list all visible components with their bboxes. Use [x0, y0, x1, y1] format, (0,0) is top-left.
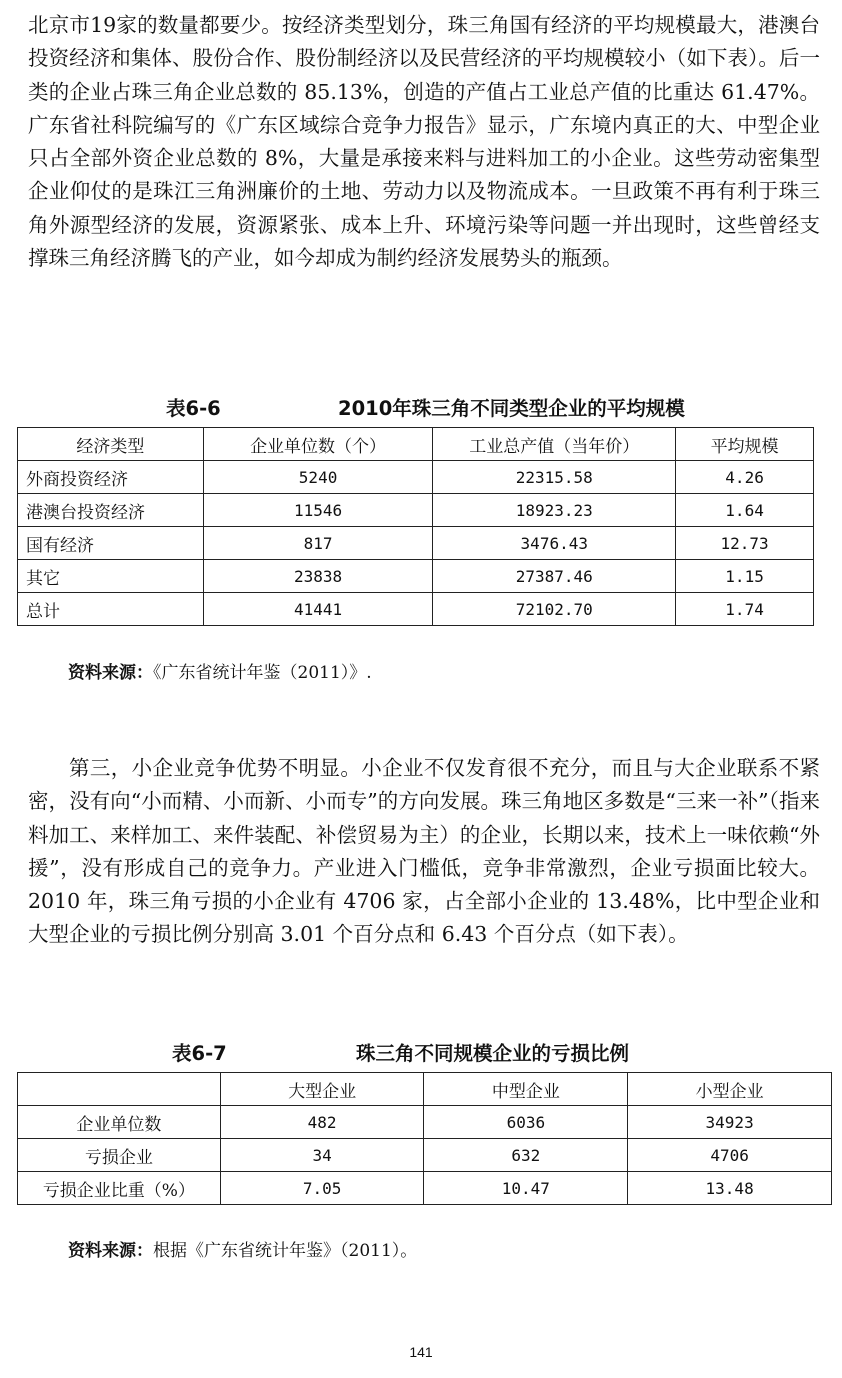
table-cell: 7.05	[220, 1172, 424, 1205]
table-row	[18, 494, 814, 527]
body-paragraph-2: 第三，小企业竞争优势不明显。小企业不仅发育很不充分，而且与大企业联系不紧密，没有向“小而精、小而新、小而专”的方向发展。珠三角地区多数是“三来一补”（指来料加工、来样加工、来件装配、补偿贸易为主）的企业，长期以来，技术上一味依赖“外援”，没有形成自己的竞争力。产业进入门槛低，竞争非常激烈，企业亏损面比较大。2010 年，珠三角亏损的小企业有 4706 家，占全部小企业的 13.48%，比中型企业和大型企业的亏损比例分别高 3.01 个百分点和 6.43 个百分点（如下表）。	[28, 756, 820, 947]
table-cell: 5240	[203, 461, 433, 494]
table-cell: 23838	[203, 560, 433, 593]
table-cell: 817	[203, 527, 433, 560]
row-label: 外商投资经济	[18, 461, 204, 494]
column-header: 经济类型	[18, 428, 204, 461]
table-row	[18, 560, 814, 593]
column-header: 企业单位数（个）	[203, 428, 433, 461]
table-cell: 6036	[424, 1106, 628, 1139]
table-cell: 4706	[628, 1139, 832, 1172]
table-cell: 1.74	[676, 593, 814, 626]
table-row	[18, 1139, 832, 1172]
table-row	[18, 527, 814, 560]
table-cell: 3476.43	[433, 527, 676, 560]
body-paragraph-1: 北京市19家的数量都要少。按经济类型划分，珠三角国有经济的平均规模最大，港澳台投资经济和集体、股份合作、股份制经济以及民营经济的平均规模较小（如下表）。后一类的企业占珠三角企业总数的 85.13%，创造的产值占工业总产值的比重达 61.47%。广东省社科院编写的《广东区域综合竞争力报告》显示，广东境内真正的大、中型企业只占全部外资企业总数的 8%，大量是承接来料与进料加工的小企业。这些劳动密集型企业仰仗的是珠江三角洲廉价的土地、劳动力以及物流成本。一旦政策不再有利于珠三角外源型经济的发展，资源紧张、成本上升、环境污染等问题一并出现时，这些曾经支撑珠三角经济腾飞的产业，如今却成为制约经济发展势头的瓶颈。	[28, 13, 820, 271]
table-cell: 1.15	[676, 560, 814, 593]
table-cell: 10.47	[424, 1172, 628, 1205]
table-cell: 72102.70	[433, 593, 676, 626]
row-label: 国有经济	[18, 527, 204, 560]
table-1-source	[68, 658, 372, 683]
table-cell: 13.48	[628, 1172, 832, 1205]
table-row	[18, 1106, 832, 1139]
table-cell: 482	[220, 1106, 424, 1139]
row-label: 企业单位数	[18, 1106, 221, 1139]
table-header-row	[18, 428, 814, 461]
table-cell: 22315.58	[433, 461, 676, 494]
table-header-row	[18, 1073, 832, 1106]
loss-ratio-table	[17, 1072, 832, 1205]
table-cell: 11546	[203, 494, 433, 527]
row-label: 亏损企业	[18, 1139, 221, 1172]
column-header: 平均规模	[676, 428, 814, 461]
column-header: 小型企业	[628, 1073, 832, 1106]
table-cell: 4.26	[676, 461, 814, 494]
average-scale-table	[17, 427, 814, 626]
column-header: 大型企业	[220, 1073, 424, 1106]
table-cell: 34	[220, 1139, 424, 1172]
table-cell: 18923.23	[433, 494, 676, 527]
page-number: 141	[409, 1344, 433, 1360]
table-2-title: 珠三角不同规模企业的亏损比例	[356, 1042, 630, 1065]
row-label: 其它	[18, 560, 204, 593]
row-label: 总计	[18, 593, 204, 626]
table-cell: 41441	[203, 593, 433, 626]
table-2-source	[68, 1236, 417, 1261]
column-header: 中型企业	[424, 1073, 628, 1106]
table-cell: 1.64	[676, 494, 814, 527]
table-1-title: 2010年珠三角不同类型企业的平均规模	[338, 397, 685, 420]
row-label: 港澳台投资经济	[18, 494, 204, 527]
source-label: 资料来源：	[68, 1241, 153, 1261]
table-1-number: 表6-6	[166, 397, 221, 420]
table-row	[18, 461, 814, 494]
column-header	[18, 1073, 221, 1106]
table-cell: 34923	[628, 1106, 832, 1139]
table-2-number: 表6-7	[172, 1042, 227, 1065]
table-row	[18, 1172, 832, 1205]
table-row	[18, 593, 814, 626]
column-header: 工业总产值（当年价）	[433, 428, 676, 461]
source-text: 《广东省统计年鉴（2011）》.	[153, 663, 372, 683]
table-cell: 27387.46	[433, 560, 676, 593]
row-label: 亏损企业比重（%）	[18, 1172, 221, 1205]
table-cell: 632	[424, 1139, 628, 1172]
table-cell: 12.73	[676, 527, 814, 560]
source-label: 资料来源：	[68, 663, 153, 683]
source-text: 根据《广东省统计年鉴》（2011）。	[153, 1241, 418, 1261]
